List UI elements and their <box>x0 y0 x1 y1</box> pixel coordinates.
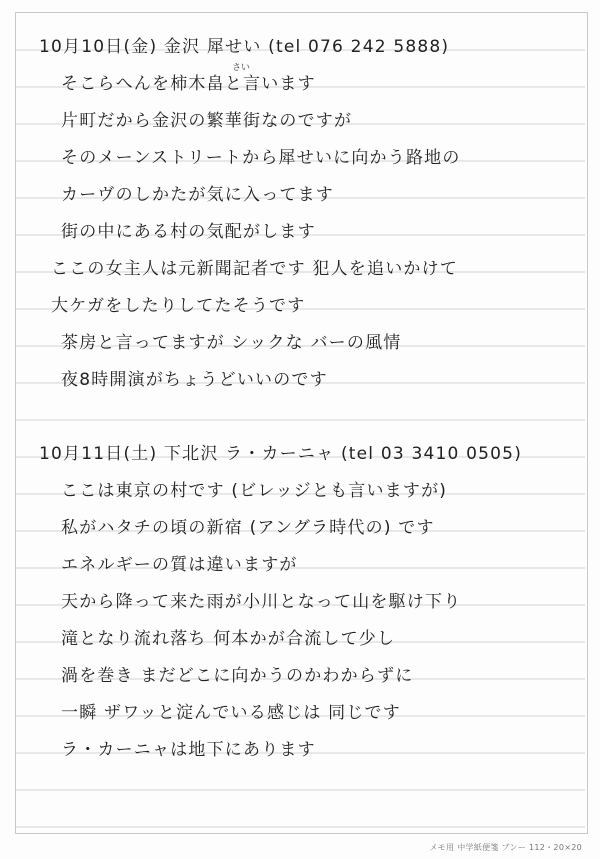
text-line-content: 一瞬 ザワッと淀んでいる感じは 同じです <box>61 703 401 723</box>
text-line-content: 街の中にある村の気配がします <box>61 222 316 242</box>
text-line <box>15 99 586 136</box>
furigana-annotation: さい <box>232 63 251 73</box>
text-line-content: エネルギーの質は違いますが <box>61 555 298 575</box>
text-line-content: ここは東京の村です (ビレッジとも言いますが) <box>61 481 448 501</box>
paper-footer-label: メモ用 中学紙便箋 ブンー 112・20×20 <box>429 843 582 852</box>
text-line <box>15 136 586 173</box>
text-line-content: そこらへんを柿木畠と言います <box>61 74 316 94</box>
text-line-content: 10月10日(金) 金沢 犀せい (tel 076 242 5888) <box>39 37 450 57</box>
text-line-content: ラ・カーニャは地下にあります <box>61 740 316 760</box>
text-line-content: ここの女主人は元新聞記者です 犯人を追いかけて <box>51 259 459 279</box>
text-line <box>15 580 586 617</box>
text-line <box>15 617 586 654</box>
text-line <box>15 25 586 62</box>
text-line-content: 天から降って来た雨が小川となって山を駆け下り <box>61 592 462 612</box>
text-line-content: カーヴのしかたが気に入ってます <box>61 185 334 205</box>
text-line-content: 大ケガをしたりしてたそうです <box>51 296 306 316</box>
text-line <box>15 728 586 765</box>
text-line <box>15 506 586 543</box>
text-line-content: 滝となり流れ落ち 何本かが合流して少し <box>61 629 396 649</box>
text-line-content: 10月11日(土) 下北沢 ラ・カーニャ (tel 03 3410 0505) <box>39 444 523 464</box>
text-line <box>15 543 586 580</box>
text-line <box>15 284 586 321</box>
text-line <box>15 654 586 691</box>
text-line-content: 夜8時開演がちょうどいいのです <box>61 370 328 390</box>
text-line-content: 片町だから金沢の繁華街なのですが <box>61 111 353 131</box>
text-line-content: 私がハタチの頃の新宿 (アングラ時代の) です <box>61 518 435 538</box>
text-line <box>15 321 586 358</box>
text-line <box>15 395 586 432</box>
text-line <box>15 210 586 247</box>
text-line-content: そのメーンストリートから犀せいに向かう路地の <box>61 148 461 168</box>
text-line <box>15 358 586 395</box>
text-line-content: 茶房と言ってますが シックな バーの風情 <box>61 333 402 353</box>
text-line <box>15 247 586 284</box>
text-line <box>15 432 586 469</box>
text-line <box>15 62 586 99</box>
text-line <box>15 469 586 506</box>
text-line-content: 渦を巻き まだどこに向かうのかわからずに <box>61 666 414 686</box>
text-line <box>15 691 586 728</box>
text-line <box>15 173 586 210</box>
